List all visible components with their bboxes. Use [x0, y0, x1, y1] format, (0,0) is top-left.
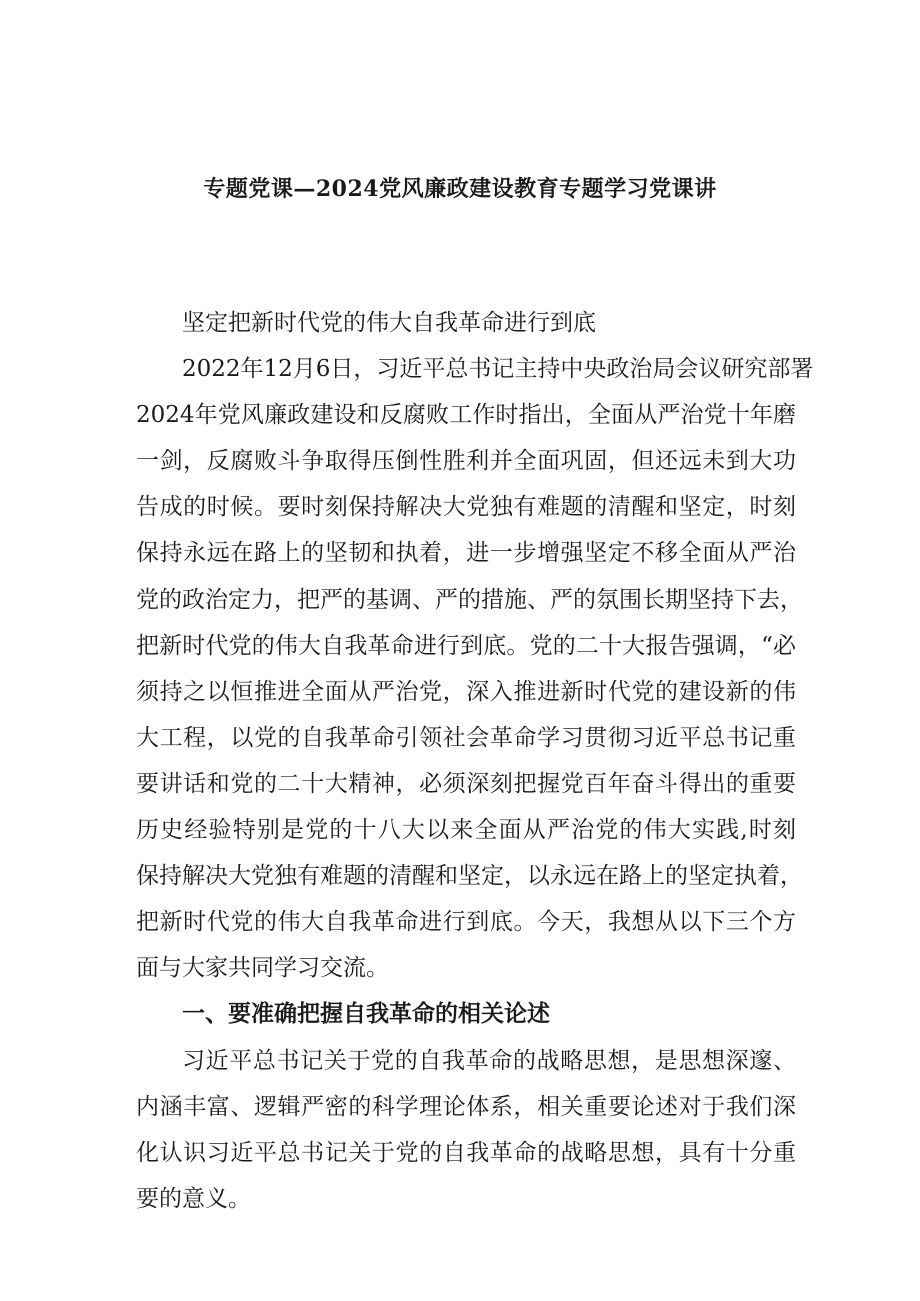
paragraph-line: 须持之以恒推进全面从严治党，深入推进新时代党的建设新的伟	[136, 678, 796, 705]
paragraph-line: 面与大家共同学习交流。	[136, 955, 389, 982]
paragraph-line: 内涵丰富、逻辑严密的科学理论体系，相关重要论述对于我们深	[136, 1093, 796, 1120]
paragraph-line: 习近平总书记关于党的自我革命的战略思想，是思想深邃、	[182, 1047, 796, 1074]
paragraph-line: 化认识习近平总书记关于党的自我革命的战略思想，具有十分重	[136, 1139, 796, 1166]
paragraph-line: 一剑，反腐败斗争取得压倒性胜利并全面巩固，但还远未到大功	[136, 448, 796, 475]
paragraph-line: 2022年12月6日，习近平总书记主持中央政治局会议研究部署	[182, 356, 814, 383]
paragraph-line: 党的政治定力，把严的基调、严的措施、严的氛围长期坚持下去，	[136, 586, 803, 613]
subtitle-line: 坚定把新时代党的伟大自我革命进行到底	[182, 310, 596, 336]
document-title: 专题党课—2024党风廉政建设教育专题学习党课讲	[203, 176, 717, 202]
paragraph-line: 要的意义。	[136, 1185, 251, 1212]
paragraph-line: 大工程，以党的自我革命引领社会革命学习贯彻习近平总书记重	[136, 724, 796, 751]
paragraph-line: 2024年党风廉政建设和反腐败工作时指出，全面从严治党十年磨	[136, 402, 796, 429]
paragraph-line: 告成的时候。要时刻保持解决大党独有难题的清醒和坚定，时刻	[136, 494, 796, 521]
paragraph-line: 要讲话和党的二十大精神，必须深刻把握党百年奋斗得出的重要	[136, 770, 796, 797]
paragraph-line: 保持永远在路上的坚韧和执着，进一步增强坚定不移全面从严治	[136, 540, 796, 567]
document-body	[136, 300, 814, 1222]
paragraph-line: 历史经验特别是党的十八大以来全面从严治党的伟大实践,时刻	[136, 817, 796, 844]
paragraph-line: 把新时代党的伟大自我革命进行到底。今天，我想从以下三个方	[136, 909, 796, 936]
paragraph-line: 保持解决大党独有难题的清醒和坚定，以永远在路上的坚定执着，	[136, 863, 803, 890]
section-heading: 一、要准确把握自我革命的相关论述	[182, 1000, 550, 1028]
paragraph-line: 把新时代党的伟大自我革命进行到底。党的二十大报告强调，“必	[136, 632, 796, 659]
